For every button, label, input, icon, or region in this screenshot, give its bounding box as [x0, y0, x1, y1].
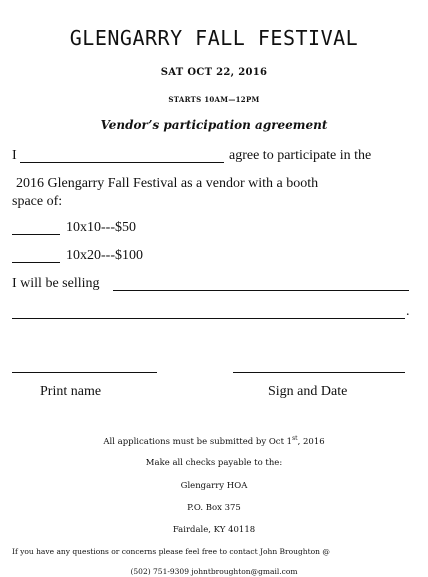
deadline-suffix: , 2016	[297, 436, 325, 447]
payee-org: Glengarry HOA	[180, 481, 248, 491]
sign-date-label: Sign and Date	[268, 384, 348, 399]
payee-city: Fairdale, KY 40118	[172, 525, 256, 535]
print-name-line	[12, 372, 157, 373]
selling-period: .	[406, 304, 410, 319]
option2-checkbox-blank	[12, 262, 60, 263]
document-title: GLENGARRY FALL FESTIVAL	[69, 26, 359, 50]
agreement-subtitle: Vendor’s participation agreement	[100, 118, 328, 132]
agreement-line-3: space of:	[12, 194, 63, 209]
vendor-name-blank	[20, 162, 224, 163]
submission-deadline	[0, 435, 428, 447]
deadline-prefix: All applications must be submitted by Oct 1	[103, 436, 293, 447]
agreement-prefix: I	[12, 148, 17, 163]
selling-label: I will be selling	[12, 276, 100, 291]
sign-date-line	[233, 372, 405, 373]
event-date: SAT OCT 22, 2016	[160, 67, 268, 78]
agreement-line-2: 2016 Glengarry Fall Festival as a vendor with a booth	[16, 176, 319, 191]
questions-contact: If you have any questions or concerns please feel free to contact John Broughton @	[12, 547, 330, 556]
checks-payable: Make all checks payable to the:	[145, 458, 283, 468]
selling-blank	[113, 290, 409, 291]
selling-blank-2	[12, 318, 405, 319]
option1-checkbox-blank	[12, 234, 60, 235]
event-times: STARTS 10AM—12PM	[168, 95, 260, 104]
deadline-superscript: st	[292, 435, 298, 442]
payee-po-box: P.O. Box 375	[187, 503, 241, 513]
contact-phone-email: (502) 751-9309 johntbroughton@gmail.com	[130, 567, 298, 576]
booth-option-10x20: 10x20---$100	[66, 248, 143, 263]
booth-option-10x10: 10x10---$50	[66, 220, 136, 235]
agreement-suffix: agree to participate in the	[229, 148, 372, 163]
print-name-label: Print name	[40, 384, 102, 399]
